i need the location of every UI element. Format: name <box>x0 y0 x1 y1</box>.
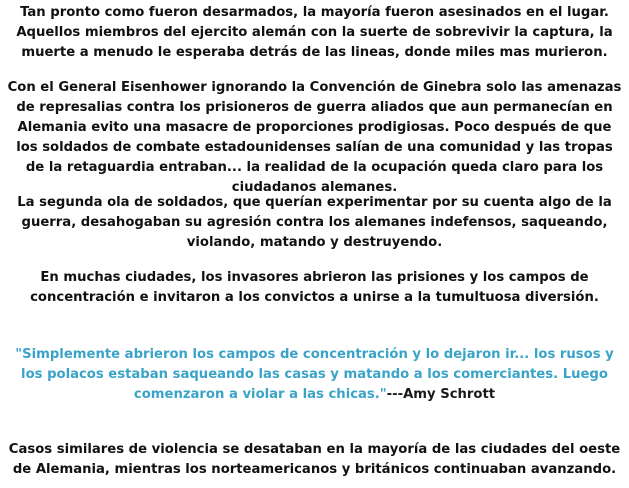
quote-block <box>6 345 623 405</box>
paragraph-2: Con el General Eisenhower ignorando la Convención de Ginebra solo las amenazas de represalias contra los prisioneros de guerra aliados que aun permanecían en Alemania evito una masacre de proporciones prodigiosas. Poco después de que los soldados de combate estadounidenses salían de una comunidad y las tropas de la retaguardia entraban... la realidad de la ocupación queda claro para los ciudadanos alemanes. <box>7 80 622 195</box>
paragraph-5: Casos similares de violencia se desataban en la mayoría de las ciudades del oeste de Alemania, mientras los norteamericanos y británicos continuaban avanzando. <box>8 442 621 477</box>
quote-text: "Simplemente abrieron los campos de concentración y lo dejaron ir... los rusos y los polacos estaban saqueando las casas y matando a los comerciantes. Luego comenzaron a violar a las chicas." <box>15 347 614 402</box>
paragraph-3: La segunda ola de soldados, que querían experimentar por su cuenta algo de la guerra, desahogaban su agresión contra los alemanes indefensos, saqueando, violando, matando y destruyendo. <box>17 195 612 250</box>
paragraph-1: Tan pronto como fueron desarmados, la mayoría fueron asesinados en el lugar. Aquellos miembros del ejercito alemán con la suerte de sobrevivir la captura, la muerte a menudo le esperaba detrás de las lineas, donde miles mas murieron. <box>16 5 613 60</box>
paragraph-4: En muchas ciudades, los invasores abrieron las prisiones y los campos de concentración e invitaron a los convictos a unirse a la tumultuosa diversión. <box>30 270 599 305</box>
quote-author: ---Amy Schrott <box>386 387 496 402</box>
